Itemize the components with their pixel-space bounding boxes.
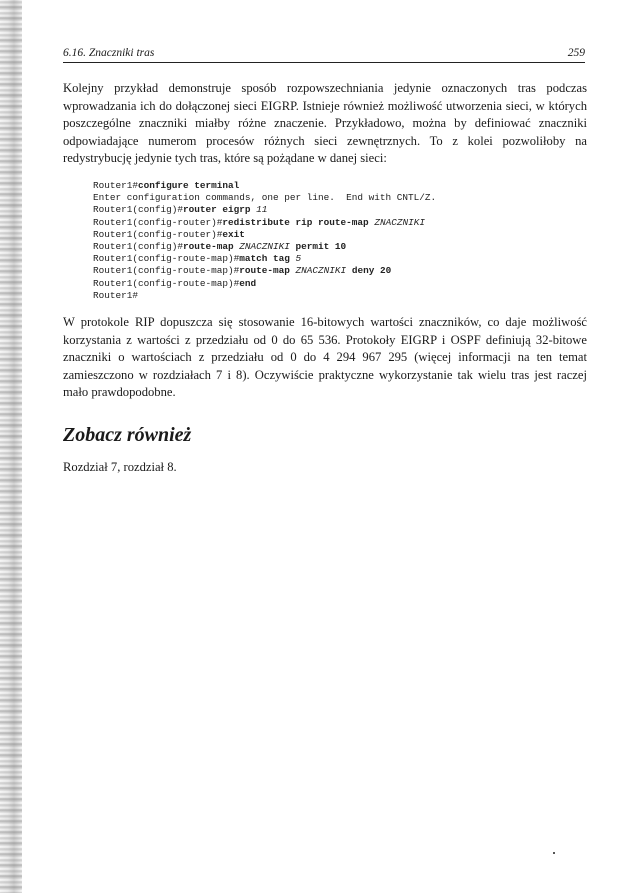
code-line xyxy=(93,204,587,216)
code-argument: 5 xyxy=(289,253,302,265)
code-prompt: Router1(config-router)# xyxy=(93,216,223,228)
code-command: end xyxy=(239,277,257,289)
code-line xyxy=(93,265,587,277)
code-line xyxy=(93,241,587,253)
running-header xyxy=(63,47,585,63)
code-line xyxy=(93,290,587,302)
code-prompt: Router1(config-router)# xyxy=(93,228,223,240)
code-line xyxy=(93,192,587,204)
scan-speck xyxy=(553,852,555,854)
code-tail: deny 20 xyxy=(351,265,392,277)
page-number: 259 xyxy=(567,47,585,59)
code-command: route-map xyxy=(239,265,290,277)
code-line xyxy=(93,217,587,229)
running-header-section: 6.16. Znaczniki tras xyxy=(63,47,155,59)
code-prompt: Router1# xyxy=(93,289,139,301)
code-argument: ZNACZNIKI xyxy=(233,240,296,252)
code-prompt: Router1(config)# xyxy=(93,240,184,252)
code-argument: ZNACZNIKI xyxy=(289,265,352,277)
code-prompt: Enter configuration commands, one per line. End with CNTL/Z. xyxy=(93,192,437,204)
see-also-heading: Zobacz również xyxy=(63,423,192,446)
code-argument: ZNACZNIKI xyxy=(368,216,425,228)
code-prompt: Router1(config-route-map)# xyxy=(93,253,240,265)
code-command: router eigrp xyxy=(183,204,251,216)
code-tail: permit 10 xyxy=(295,240,347,252)
code-prompt: Router1# xyxy=(93,179,139,191)
code-command: redistribute rip route-map xyxy=(222,216,369,228)
paragraph-intro: Kolejny przykład demonstruje sposób rozpowszechniania jedynie oznaczonych tras podczas wprowadzania ich do dołączonej sieci EIGRP. Istnieje również możliwość utworzenia sieci, w których poszczególne znaczniki miałby różne znaczenie. Przykładowo, można by definiować znaczniki odpowiadające numerom procesów różnych sieci zewnętrznych. To z kolei pozwoliłoby na redystrybucję jedynie tych tras, które są pożądane w danej sieci: xyxy=(63,81,587,166)
code-prompt: Router1(config)# xyxy=(93,204,184,216)
code-argument: 11 xyxy=(250,204,268,216)
scan-binding-edge xyxy=(0,0,22,893)
code-prompt: Router1(config-route-map)# xyxy=(93,277,240,289)
code-line xyxy=(93,278,587,290)
paragraph-tag-ranges: W protokole RIP dopuszcza się stosowanie 16-bitowych wartości znaczników, co daje możliwość korzystania z wartości z przedziału od 0 do 65 536. Protokoły EIGRP i OSPF definiują 32-bitowe znaczniki o wartościach z przedziału od 0 do 4 294 967 295 (więcej informacji na ten temat zamieszczono w rozdziałach 7 i 8). Oczywiście praktyczne wykorzystanie tak wielu tras jest raczej mało prawdopodobne. xyxy=(63,315,587,400)
see-also-text: Rozdział 7, rozdział 8. xyxy=(63,459,177,474)
code-prompt: Router1(config-route-map)# xyxy=(93,265,240,277)
code-command: match tag xyxy=(239,253,290,265)
code-line xyxy=(93,180,587,192)
code-command: exit xyxy=(222,228,245,240)
page-content xyxy=(63,80,587,477)
config-code-block xyxy=(93,180,587,302)
code-command: configure terminal xyxy=(138,179,240,191)
code-line xyxy=(93,229,587,241)
code-command: route-map xyxy=(183,240,234,252)
code-line xyxy=(93,253,587,265)
